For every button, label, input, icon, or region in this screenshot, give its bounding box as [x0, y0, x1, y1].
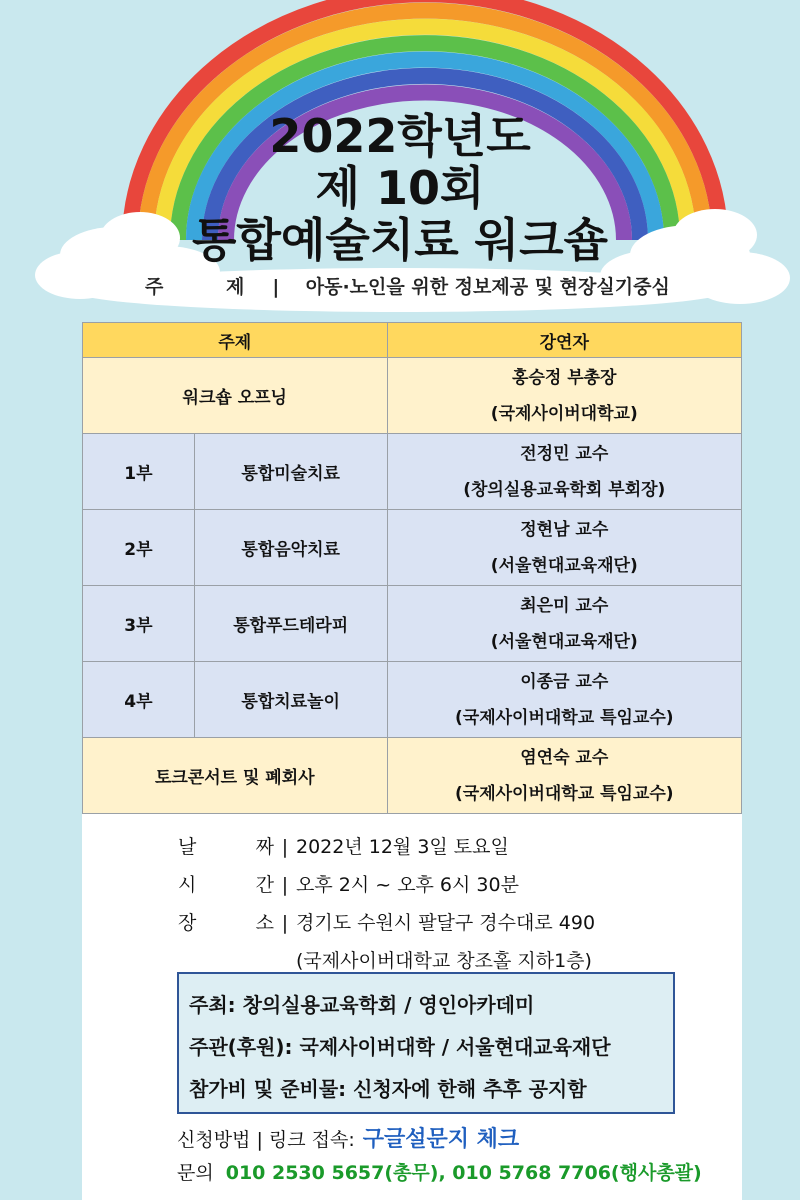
host-line: 주최: 창의실용교육학회 / 영인아카데미 [189, 993, 535, 1017]
time-separator: | [281, 874, 289, 896]
session-part: 2부 [83, 510, 195, 586]
apply-label: 신청방법 | 링크 접속: [177, 1129, 355, 1151]
place-value: 경기도 수원시 팔달구 경수대로 490 [296, 912, 596, 934]
closing-speaker: 염연숙 교수 [520, 747, 609, 768]
opening-affiliation: (국제사이버대학교) [490, 403, 638, 424]
survey-link[interactable]: 구글설문지 체크 [362, 1127, 520, 1152]
opening-speaker: 홍승정 부총장 [512, 367, 617, 388]
date-separator: | [281, 836, 289, 858]
place-label-1: 장 [178, 912, 197, 934]
session-affiliation: (서울현대교육재단) [490, 631, 638, 652]
closing-affiliation: (국제사이버대학교 특임교수) [455, 783, 674, 804]
session-part: 1부 [83, 434, 195, 510]
session-speaker: 이종금 교수 [520, 671, 609, 692]
session-speaker: 정현남 교수 [520, 519, 609, 540]
date-value: 2022년 12월 3일 토요일 [296, 836, 509, 858]
time-label-2: 간 [255, 874, 274, 896]
title-edition: 제 10회 [315, 161, 485, 215]
session-topic: 통합미술치료 [194, 434, 387, 510]
place-separator: | [281, 912, 289, 934]
opening-speaker-cell [387, 358, 741, 434]
contact-phones: 010 2530 5657(총무), 010 5768 7706(행사총괄) [225, 1162, 702, 1184]
session-speaker-cell [387, 586, 741, 662]
session-topic: 통합음악치료 [194, 510, 387, 586]
organizer-box [177, 972, 675, 1114]
program-table [82, 322, 742, 814]
table-row-closing [83, 738, 742, 814]
closing-topic: 토크콘서트 및 폐회사 [83, 738, 388, 814]
time-value: 오후 2시 ~ 오후 6시 30분 [296, 874, 519, 896]
closing-speaker-cell [387, 738, 741, 814]
date-label-1: 날 [178, 836, 197, 858]
table-row [83, 434, 742, 510]
time-row [178, 866, 595, 904]
session-speaker: 최은미 교수 [520, 595, 609, 616]
contact-line [177, 1158, 702, 1185]
subject-line [145, 272, 670, 299]
session-topic: 통합치료놀이 [194, 662, 387, 738]
subject-text: 아동·노인을 위한 정보제공 및 현장실기중심 [305, 276, 670, 298]
contact-label: 문의 [177, 1162, 214, 1184]
subject-label: 주 제 [145, 276, 273, 298]
session-topic: 통합푸드테라피 [194, 586, 387, 662]
subject-separator: | [272, 276, 280, 298]
opening-topic: 워크숍 오프닝 [83, 358, 388, 434]
place-detail: (국제사이버대학교 창조홀 지하1층) [296, 950, 592, 972]
table-row-opening [83, 358, 742, 434]
date-row [178, 828, 595, 866]
session-affiliation: (국제사이버대학교 특임교수) [455, 707, 674, 728]
event-info [178, 828, 595, 980]
table-row [83, 586, 742, 662]
fee-line: 참가비 및 준비물: 신청자에 한해 추후 공지함 [189, 1077, 587, 1101]
session-affiliation: (서울현대교육재단) [490, 555, 638, 576]
sponsor-line: 주관(후원): 국제사이버대학 / 서울현대교육재단 [189, 1035, 611, 1059]
table-row [83, 662, 742, 738]
session-speaker-cell [387, 510, 741, 586]
place-label-2: 소 [255, 912, 274, 934]
place-row [178, 904, 595, 942]
header-topic: 주제 [83, 323, 388, 358]
session-speaker-cell [387, 434, 741, 510]
title-year: 2022학년도 [269, 109, 531, 163]
title-block [0, 110, 800, 266]
apply-line [177, 1122, 519, 1153]
session-part: 3부 [83, 586, 195, 662]
table-header-row [83, 323, 742, 358]
session-part: 4부 [83, 662, 195, 738]
session-speaker-cell [387, 662, 741, 738]
title-main: 통합예술치료 워크숍 [192, 213, 608, 267]
time-label-1: 시 [178, 874, 197, 896]
table-row [83, 510, 742, 586]
session-speaker: 전정민 교수 [520, 443, 609, 464]
session-affiliation: (창의실용교육학회 부회장) [463, 479, 666, 500]
header-speaker: 강연자 [387, 323, 741, 358]
date-label-2: 짜 [255, 836, 274, 858]
